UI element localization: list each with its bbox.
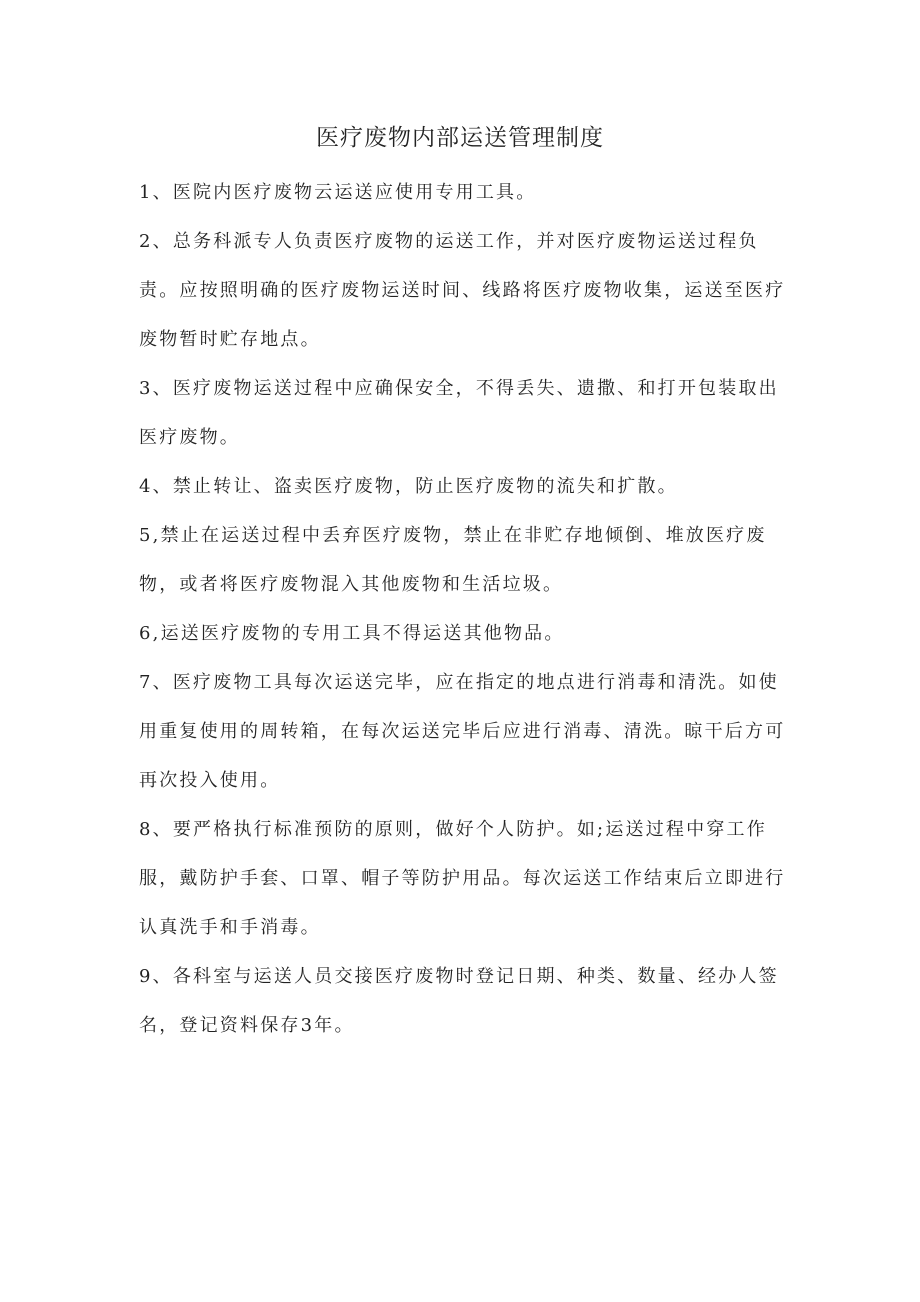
document-title: 医疗废物内部运送管理制度 bbox=[316, 125, 604, 151]
paragraph-6: 6,运送医疗废物的专用工具不得运送其他物品。 bbox=[139, 623, 565, 644]
paragraph-5: 5,禁止在运送过程中丢弃医疗废物，禁止在非贮存地倾倒、堆放医疗废物，或者将医疗废物混入其他废物和生活垃圾。 bbox=[139, 525, 767, 595]
paragraph-4: 4、禁止转让、盗卖医疗废物，防止医疗废物的流失和扩散。 bbox=[139, 476, 678, 497]
paragraph-7: 7、医疗废物工具每次运送完毕，应在指定的地点进行消毒和清洗。如使用重复使用的周转箱，在每次运送完毕后应进行消毒、清洗。晾干后方可再次投入使用。 bbox=[139, 672, 786, 791]
paragraph-9: 9、各科室与运送人员交接医疗废物时登记日期、种类、数量、经办人签名，登记资料保存3年。 bbox=[139, 966, 779, 1036]
paragraph-1: 1、医院内医疗废物云运送应使用专用工具。 bbox=[139, 182, 537, 203]
paragraph-2: 2、总务科派专人负责医疗废物的运送工作，并对医疗废物运送过程负责。应按照明确的医疗废物运送时间、线路将医疗废物收集，运送至医疗废物暂时贮存地点。 bbox=[139, 231, 786, 350]
paragraph-8: 8、要严格执行标准预防的原则，做好个人防护。如;运送过程中穿工作服，戴防护手套、口罩、帽子等防护用品。每次运送工作结束后立即进行认真洗手和手消毒。 bbox=[139, 819, 786, 938]
paragraph-3: 3、医疗废物运送过程中应确保安全，不得丢失、遗撒、和打开包装取出医疗废物。 bbox=[139, 378, 779, 448]
document-body bbox=[139, 168, 799, 1050]
